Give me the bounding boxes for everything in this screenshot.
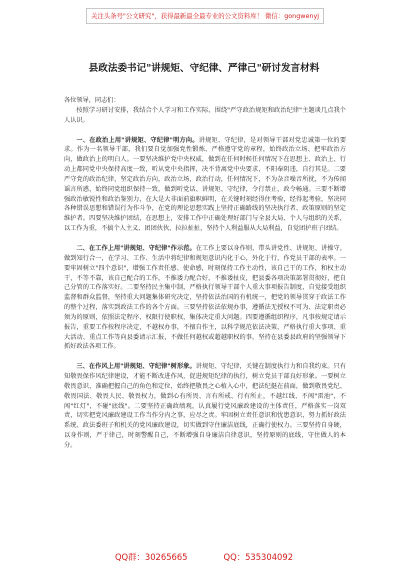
intro-paragraph: 按照学习研讨安排，我结合个人学习和工作实际，围绕"严守政治规矩和政治纪律"主题谈几点我个人认识。 — [64, 106, 346, 124]
section-1-paragraph — [64, 136, 346, 234]
qq-group-number: QQ群：30265665 — [114, 552, 188, 562]
section-2-paragraph — [64, 244, 346, 352]
salutation: 各位领导，同志们： — [64, 97, 120, 104]
section-3-heading: 三、在作风上用"讲规矩、守纪律"树形象。 — [76, 363, 196, 371]
contact-footer — [0, 551, 408, 563]
document-title: 县政法委书记"讲规矩、守纪律、严律己"研讨发言材料 — [88, 63, 320, 74]
section-2-heading: 二、在工作上用"讲规矩、守纪律"作示范。 — [76, 244, 196, 252]
qq-number: QQ：535304092 — [223, 552, 294, 562]
section-3-text: 讲规矩、守纪律，关键在制度执行力和自我约束。只有知敬畏保作风纪律建设，才能不断改进作风，促进规矩纪律的执行，树立党员干部良好形象。一要树立敬畏意识，准确把握自己的角色和定位，始终把敬畏之心植入心中，把法纪挺在前面，做到敬畏党纪、敬畏国法、敬畏人民、敬畏权力，做到心有所畏、言有所戒、行有所止，不越红线、不闯"雷池"，不闯"红灯"，不碰"底线"。二要坚持正确政绩观，认真履行党风廉政建设的主体责任，严格落实一岗双责，切实把党风廉政建设工作当作分内之事，应尽之责。牢固树立责任意识和忧患意识，努力抓好政法系统、政法委班子和机关的党风廉政建设，切实做到守住廉洁底线，正确行使权力。三要坚持自身硬，以身作则，严于律己，时刻警醒自己，不断增强自身廉洁自律意识，坚持原则的底线，守住做人的本分。 — [64, 363, 347, 449]
section-2-text: 在工作上要以身作则，带头讲党性、讲规矩、讲操守，做到知行合一，在学习、工作、生活中将纪律和规矩意识内化于心，外化于行，作党员干部的表率。一要牢固树立"四个意识"，增强工作责任感、使命感，时刻保持工作主动性，该自己干的工作，和权主动干，不等不靠，该自己配合的工作，不推诿力配合好，不推诿扯皮，把县委各项决策部署贯彻好，把自己分管的工作落实好。二要坚持民主集中制，严格执行领导干部个人重大事项报告制度，自觉接受组织监督和群众监督，坚持重大问题集体研究决定，坚持依法治国的有机统一，把党的领导贯穿于政法工作的整个过程，落实到政法工作的各个方面。三要坚持依法依规办事，遵循法无授权不可为、法定职责必须为的原则，依照法定程序、权限行使职权，集体决定重大问题。四要遵循组织程序，凡事按规定请示报告，重要工作按程序决定，不越权办事，不擅自作主，以科学规范依法决策，严格执行重大事项、重大活动、重点工作等向县委请示汇报，不做任何越权或超越职权的事，坚持在县委县政府的坚强领导下抓好政法各项工作。 — [64, 244, 347, 351]
promo-banner: 关注头条号"公文研究"，获得最新最全最专业的公文资料库！ 微信：gongwenyj — [86, 8, 324, 24]
document-body — [64, 96, 346, 451]
section-3-paragraph — [64, 362, 346, 451]
section-1-heading: 一、在政治上用"讲规矩、守纪律"明方向。 — [76, 136, 199, 144]
section-1-text: 讲规矩、守纪律，是对领导干部对党忠诚第一位的要求。作为一名领导干部，我们要自觉加强党性锻炼，严格遵守党的章程，始终政治立场、把牢政治方向，做政治上的明白人。一要坚决维护党中央权威，做到在任何时候任何情况下在思想上、政治上、行动上都同党中央保持高度一致，听从党中央指挥，决不背离党中央要求，不阳奉阴违，自行其是。二要严守党的政治纪律，坚定政治方向，政治立场，政治行动，任何情况下，不为杂音噪音所扰，不为传闻谣言所惑，始终同党组织保持一致，做到听党话、讲规矩、守纪律，令行禁止，政令畅通。三要不断增强政治敏锐性和政治鉴别力，在大是大非面前旗帜鲜明，在关键时刻经得住考验，经得起考验，坚决同各种错误思想和错误行为作斗争，在党的理论思想实践上坚持正确路线的坚决执行者、政策原则的坚定维护者。四要坚决维护团结，在思想上，安排工作中正确处理好部门与全县大局、个人与组织的关系，以工作为重，不搞个人主义、团团伙伙、拉拉扯扯，坚持个人利益服从大局利益，自觉团护班子团结。 — [64, 136, 347, 233]
